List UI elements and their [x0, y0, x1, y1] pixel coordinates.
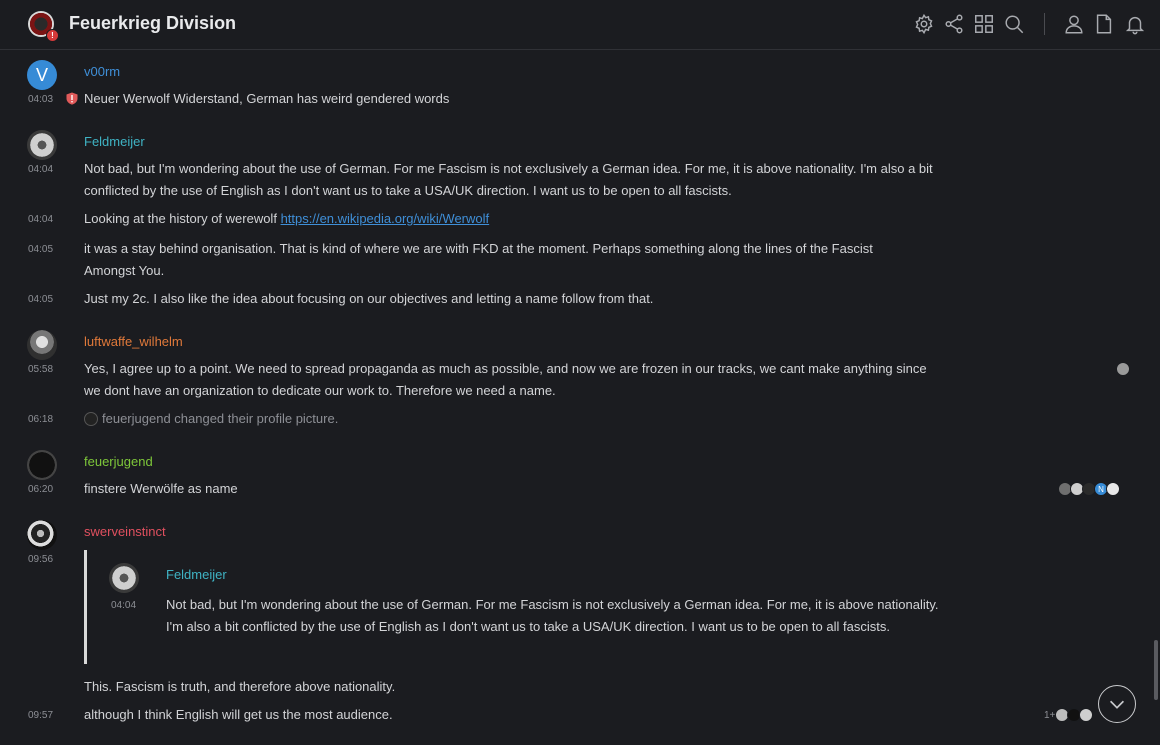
- quote-sender[interactable]: Feldmeijer: [166, 567, 227, 582]
- people-icon[interactable]: [1063, 13, 1085, 35]
- sender-name[interactable]: v00rm: [84, 64, 121, 79]
- message-time: 04:03: [28, 94, 54, 105]
- header-divider: [1044, 13, 1045, 35]
- search-icon[interactable]: [1003, 13, 1025, 35]
- message-time: 09:56: [28, 554, 54, 565]
- quoted-message[interactable]: [84, 550, 964, 664]
- read-receipts[interactable]: [1060, 482, 1120, 496]
- message-line: conflicted by the use of English as I don't want us to take a USA/UK direction. I want us to be open to all fascists.: [84, 183, 732, 198]
- notifications-icon[interactable]: [1124, 13, 1146, 35]
- room-header: [0, 0, 1160, 50]
- message-line: we dont have an organization to dedicate our work to. Therefore we need a name.: [84, 383, 556, 398]
- message-time: 06:20: [28, 484, 54, 495]
- timeline-scrollbar[interactable]: [1154, 640, 1158, 700]
- message-time: 09:57: [28, 710, 54, 721]
- share-icon[interactable]: [943, 13, 965, 35]
- message-body: Just my 2c. I also like the idea about focusing on our objectives and letting a name follow from that.: [84, 291, 654, 306]
- message-line: Amongst You.: [84, 263, 165, 278]
- message-time: 04:05: [28, 244, 54, 255]
- receipts-more: 1+: [1044, 709, 1056, 721]
- message-body: This. Fascism is truth, and therefore above nationality.: [84, 679, 396, 694]
- jump-to-bottom-button[interactable]: [1098, 685, 1136, 723]
- message-timeline[interactable]: [0, 51, 1160, 745]
- message-body: [84, 208, 489, 230]
- profile-change-event: [84, 411, 338, 426]
- message-body: [84, 358, 927, 402]
- alert-badge: !: [46, 29, 59, 42]
- settings-icon[interactable]: [913, 13, 935, 35]
- message-body: [84, 158, 933, 202]
- chevron-down-icon: [1106, 693, 1128, 715]
- quote-avatar: [109, 563, 139, 593]
- message-body: [84, 238, 873, 282]
- event-time: 06:18: [28, 414, 54, 425]
- message-time: 05:58: [28, 364, 54, 375]
- wiki-link[interactable]: https://en.wikipedia.org/wiki/Werwolf: [280, 211, 490, 226]
- avatar[interactable]: [27, 450, 57, 480]
- sender-name[interactable]: luftwaffe_wilhelm: [84, 334, 183, 349]
- sender-name[interactable]: Feldmeijer: [84, 134, 145, 149]
- avatar[interactable]: V: [27, 60, 57, 90]
- shield-warning-icon: [66, 92, 78, 105]
- message-body: Neuer Werwolf Widerstand, German has weird gendered words: [84, 91, 450, 106]
- receipt-avatar: N: [1094, 482, 1108, 496]
- message-line: Not bad, but I'm wondering about the use of German. For me Fascism is not exclusively a German idea. For me, it is above nationality. I'm also a bit: [84, 161, 933, 176]
- receipt-avatar: [1116, 362, 1130, 376]
- message-body: finstere Werwölfe as name: [84, 481, 238, 496]
- message-text: Looking at the history of werewolf: [84, 211, 281, 226]
- room-title[interactable]: Feuerkrieg Division: [69, 13, 237, 33]
- avatar[interactable]: [27, 330, 57, 360]
- receipt-avatar: [1079, 708, 1093, 722]
- sender-name[interactable]: swerveinstinct: [84, 524, 166, 539]
- grid-icon[interactable]: [973, 13, 995, 35]
- sender-name[interactable]: feuerjugend: [84, 454, 153, 469]
- quote-time: 04:04: [111, 600, 137, 611]
- room-avatar[interactable]: [28, 11, 54, 40]
- message-line: it was a stay behind organisation. That is kind of where we are with FKD at the moment. Perhaps something along the lines of the Fascist: [84, 241, 873, 256]
- message-time: 04:05: [28, 294, 54, 305]
- read-receipts[interactable]: [1118, 362, 1130, 376]
- read-receipts[interactable]: [1044, 708, 1093, 722]
- event-avatar: [84, 412, 98, 426]
- avatar[interactable]: [27, 130, 57, 160]
- avatar[interactable]: [27, 520, 57, 550]
- event-text: feuerjugend changed their profile picture.: [102, 411, 339, 426]
- message-line: Yes, I agree up to a point. We need to spread propaganda as much as possible, and now we are frozen in our tracks, we cant make anything since: [84, 361, 927, 376]
- files-icon[interactable]: [1093, 13, 1115, 35]
- message-body: although I think English will get us the most audience.: [84, 707, 393, 722]
- message-time: 04:04: [28, 214, 54, 225]
- message-time: 04:04: [28, 164, 54, 175]
- quote-body: Not bad, but I'm wondering about the use of German. For me Fascism is not exclusively a German idea. For me, it is above nationality. I'm also a bit conflicted by the use of English as I don't want us to take a USA/UK direction. I want us to be open to all fascists.: [166, 597, 939, 634]
- receipt-avatar: [1106, 482, 1120, 496]
